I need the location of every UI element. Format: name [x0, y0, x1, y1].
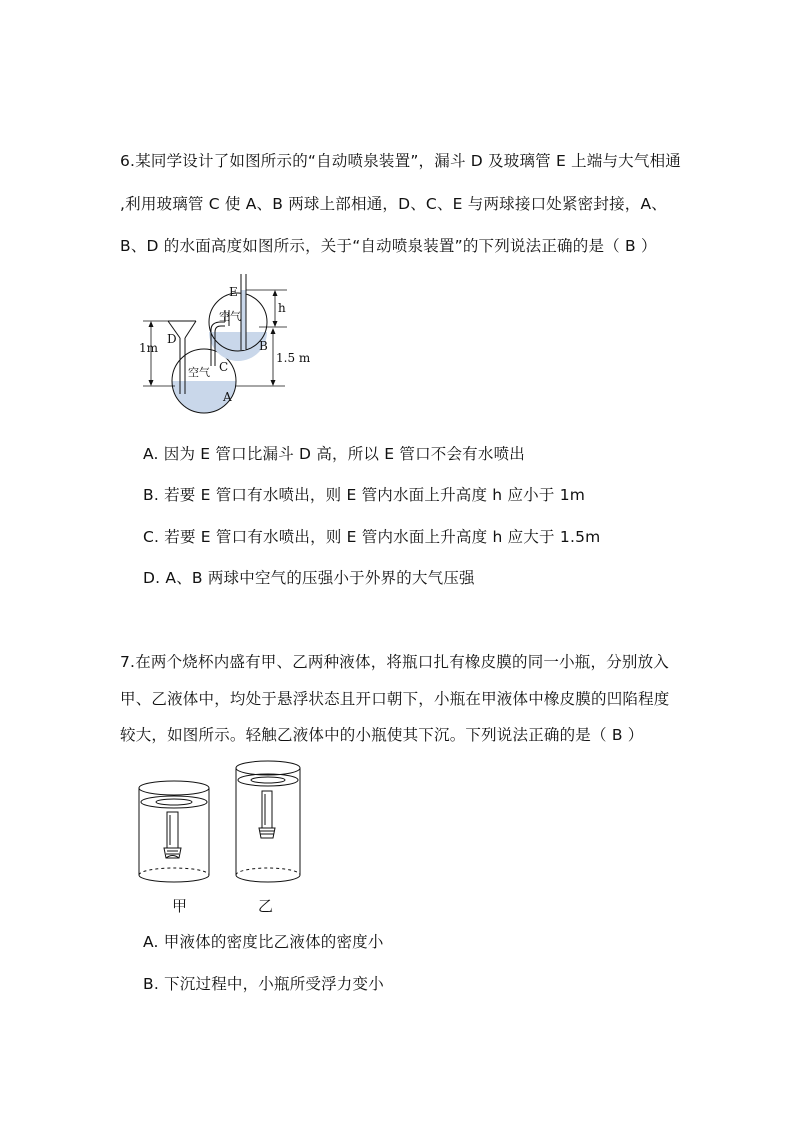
label-e: E	[229, 285, 238, 299]
beaker-jia	[139, 781, 209, 882]
label-d: D	[167, 332, 177, 346]
label-h: h	[278, 301, 286, 315]
beakers-figure	[130, 755, 310, 890]
tube-e	[241, 274, 246, 350]
label-c: C	[219, 360, 229, 374]
q7-option-b: B. 下沉过程中，小瓶所受浮力变小	[143, 975, 384, 993]
label-air-a: 空气	[188, 366, 210, 379]
q6-option-a: A. 因为 E 管口比漏斗 D 高，所以 E 管口不会有水喷出	[143, 445, 525, 463]
q7-stem-line-1: 7.在两个烧杯内盛有甲、乙两种液体，将瓶口扎有橡皮膜的同一小瓶，分别放入	[120, 653, 669, 671]
q6-stem-line-2: ,利用玻璃管 C 使 A、B 两球上部相通，D、C、E 与两球接口处紧密封接，A、	[120, 195, 667, 213]
label-air-b: 空气	[219, 310, 241, 323]
q6-option-c: C. 若要 E 管口有水喷出，则 E 管内水面上升高度 h 应大于 1.5m	[143, 528, 601, 546]
beaker-yi	[236, 761, 300, 882]
beaker-caption-yi: 乙	[258, 897, 274, 915]
q6-option-b: B. 若要 E 管口有水喷出，则 E 管内水面上升高度 h 应小于 1m	[143, 486, 586, 504]
label-b: B	[259, 339, 268, 353]
q6-option-d: D. A、B 两球中空气的压强小于外界的大气压强	[143, 569, 475, 587]
q7-stem-line-2: 甲、乙液体中，均处于悬浮状态且开口朝下，小瓶在甲液体中橡皮膜的凹陷程度	[120, 690, 670, 708]
beaker-caption-jia: 甲	[172, 897, 188, 915]
fountain-apparatus-figure	[135, 270, 315, 420]
q7-stem-line-3: 较大，如图所示。轻触乙液体中的小瓶使其下沉。下列说法正确的是（ B ）	[120, 726, 644, 744]
label-1m: 1m	[139, 341, 159, 355]
label-1-5m: 1.5 m	[276, 351, 311, 365]
q6-stem-line-1: 6.某同学设计了如图所示的“自动喷泉装置”，漏斗 D 及玻璃管 E 上端与大气相通	[120, 152, 681, 170]
q6-stem-line-3: B、D 的水面高度如图所示，关于“自动喷泉装置”的下列说法正确的是（ B ）	[120, 237, 657, 255]
q7-option-a: A. 甲液体的密度比乙液体的密度小	[143, 933, 384, 951]
label-a: A	[223, 390, 232, 404]
